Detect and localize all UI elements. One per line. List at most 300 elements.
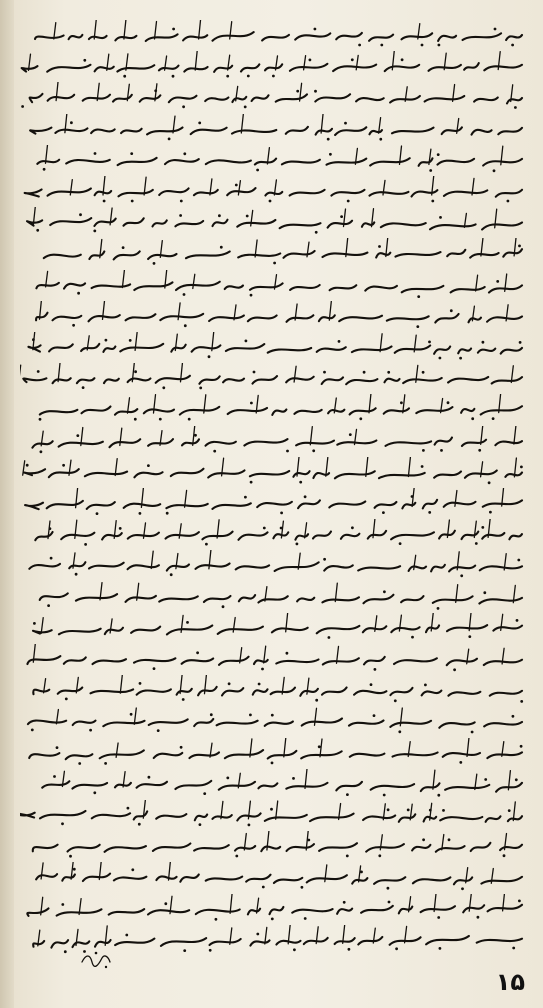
ink-dot (250, 402, 253, 405)
ink-dot (309, 59, 312, 62)
ink-stroke (66, 160, 110, 164)
ink-dot (382, 511, 385, 514)
ink-dot (442, 809, 445, 812)
ink-stroke (444, 502, 476, 507)
ink-stroke (392, 127, 434, 133)
ink-stroke (402, 503, 415, 509)
ink-dot (134, 418, 137, 421)
ink-ascender (54, 23, 56, 39)
ink-stroke (124, 218, 144, 225)
ink-stroke (93, 659, 127, 664)
ink-stroke (156, 376, 190, 383)
ink-dot (280, 512, 283, 515)
ink-stroke (55, 128, 87, 132)
ink-dot (304, 917, 307, 920)
ink-stroke (385, 379, 400, 383)
ink-stroke (327, 158, 367, 164)
ink-stroke (91, 129, 115, 133)
ink-stroke (36, 874, 57, 879)
ink-stroke (352, 878, 367, 884)
ink-dot (147, 464, 150, 467)
ink-stroke (59, 628, 101, 634)
page-binding-edge (0, 0, 14, 1008)
ink-stroke (322, 688, 347, 695)
ink-stroke (315, 95, 350, 102)
ink-stroke (495, 441, 522, 445)
ink-stroke (40, 811, 86, 818)
ink-stroke (426, 936, 469, 944)
ink-stroke (29, 564, 60, 569)
ink-stroke (310, 814, 354, 822)
ink-dot (280, 527, 283, 530)
ink-stroke (268, 348, 312, 353)
ink-dot (519, 341, 522, 344)
ink-stroke (421, 906, 455, 912)
ink-stroke (20, 813, 35, 818)
ink-dot (205, 543, 208, 546)
ink-dot (131, 200, 134, 203)
ink-dot (273, 262, 276, 265)
ink-stroke (386, 441, 432, 446)
ink-dot (459, 761, 462, 764)
ink-dot (299, 480, 302, 483)
ink-dot (315, 231, 318, 234)
ink-stroke (159, 66, 179, 71)
ink-stroke (349, 721, 384, 726)
ink-stroke (481, 877, 522, 884)
ink-stroke (448, 692, 480, 696)
ink-dot (314, 28, 317, 31)
ink-stroke (83, 874, 110, 881)
ink-stroke (287, 844, 315, 851)
ink-dot (213, 449, 216, 452)
ink-stroke (399, 814, 416, 822)
ink-stroke (219, 657, 249, 665)
ink-stroke (149, 720, 188, 726)
ink-stroke (134, 658, 175, 662)
ink-stroke (44, 255, 81, 258)
ink-dot (78, 762, 81, 765)
ink-dot (122, 247, 125, 250)
ink-dot (47, 604, 50, 607)
ink-stroke (486, 816, 501, 822)
ink-dot (512, 946, 515, 949)
ink-dot (258, 683, 261, 686)
ink-stroke (313, 473, 329, 478)
ink-ascender (120, 675, 122, 693)
manuscript-line (20, 519, 528, 549)
ink-dot (292, 777, 295, 780)
ink-stroke (371, 784, 414, 790)
ink-stroke (104, 379, 119, 383)
ink-dot (471, 418, 474, 421)
ink-stroke (73, 941, 90, 947)
ink-dot (400, 402, 403, 405)
ink-dot (105, 339, 108, 342)
ink-dot (448, 839, 451, 842)
ink-dot (73, 868, 76, 871)
ink-dot (520, 465, 523, 468)
ink-stroke (239, 533, 268, 540)
ink-stroke (484, 65, 522, 71)
ink-dot (261, 668, 264, 671)
ink-dot (378, 855, 381, 858)
ink-stroke (481, 407, 522, 415)
ink-stroke (434, 471, 461, 477)
ink-dot (296, 90, 299, 93)
ink-stroke (317, 626, 360, 633)
ink-stroke (300, 689, 318, 696)
ink-dot (488, 481, 491, 484)
ink-stroke (134, 282, 172, 290)
ink-stroke (103, 721, 144, 726)
ink-stroke (25, 503, 43, 510)
ink-stroke (27, 656, 60, 664)
ink-stroke (92, 813, 130, 818)
ink-dot (162, 387, 165, 390)
ink-stroke (430, 225, 476, 230)
ink-stroke (488, 904, 522, 911)
ink-ascender (386, 238, 388, 257)
ink-stroke (68, 845, 100, 852)
manuscript-line (20, 426, 528, 456)
ink-stroke (298, 500, 320, 508)
ink-stroke (182, 439, 199, 445)
ink-stroke (206, 160, 251, 164)
manuscript-line (20, 301, 528, 331)
ink-dot (56, 746, 59, 749)
ink-stroke (166, 532, 199, 539)
ink-stroke (161, 938, 206, 946)
ink-stroke (375, 502, 397, 508)
ink-dot (262, 886, 265, 889)
ink-stroke (262, 35, 289, 41)
ink-stroke (196, 564, 230, 569)
ink-stroke (72, 783, 107, 789)
ink-ascender (315, 709, 317, 726)
ink-stroke (226, 344, 264, 351)
manuscript-line (20, 207, 528, 237)
ink-stroke (509, 534, 522, 539)
ink-stroke (290, 285, 320, 290)
ink-stroke (48, 95, 75, 101)
ink-dot (180, 745, 183, 748)
ink-stroke (23, 378, 46, 382)
ink-stroke (146, 34, 178, 41)
ink-stroke (228, 408, 267, 414)
ink-stroke (335, 471, 375, 478)
ink-dot (383, 590, 386, 593)
ink-stroke (368, 531, 386, 539)
ink-stroke (89, 563, 124, 569)
ink-dot (49, 527, 52, 530)
ink-dot (270, 808, 273, 811)
ink-stroke (412, 190, 438, 196)
ink-stroke (478, 349, 495, 353)
ink-dot (507, 200, 510, 203)
ink-stroke (270, 907, 284, 914)
ink-stroke (77, 378, 95, 383)
ink-stroke (51, 940, 68, 948)
ink-stroke (290, 64, 328, 71)
ink-stroke (40, 410, 78, 415)
ink-dot (518, 899, 521, 902)
ink-stroke (237, 220, 275, 227)
ink-dot (72, 324, 75, 327)
ink-dot (286, 652, 289, 655)
ink-stroke (487, 752, 522, 758)
ink-stroke (137, 690, 171, 695)
ink-dot (411, 495, 414, 498)
ink-dot (244, 496, 247, 499)
ink-stroke (293, 471, 309, 477)
ink-dot (518, 245, 521, 248)
ink-ascender (122, 270, 124, 288)
ink-dot (360, 871, 363, 874)
ink-stroke (58, 688, 83, 694)
ink-stroke (435, 314, 458, 323)
ink-dot (222, 605, 225, 608)
manuscript-line (20, 738, 528, 768)
ink-stroke (28, 721, 66, 725)
ink-stroke (175, 781, 211, 789)
ink-stroke (469, 317, 482, 322)
manuscript-line (20, 270, 528, 300)
ink-stroke (435, 437, 452, 444)
ink-dot (314, 90, 317, 93)
ink-stroke (419, 158, 433, 166)
ink-stroke (246, 875, 270, 882)
ink-dot (437, 916, 440, 919)
ink-stroke (370, 158, 410, 165)
ink-dot (374, 668, 377, 671)
ink-stroke (379, 473, 425, 478)
ink-stroke (447, 659, 477, 666)
ink-dot (351, 59, 354, 62)
ink-stroke (358, 567, 400, 571)
ink-dot (323, 558, 326, 561)
ink-stroke (493, 625, 522, 630)
ink-stroke (82, 407, 111, 414)
ink-dot (61, 903, 64, 906)
ink-stroke (186, 252, 230, 259)
ink-dot (347, 200, 350, 203)
ink-dot (327, 137, 330, 140)
ink-stroke (89, 252, 104, 260)
ink-dot (520, 700, 523, 703)
manuscript-line (20, 706, 528, 736)
ink-stroke (387, 316, 429, 320)
ink-dot (380, 44, 383, 47)
ink-dot (271, 761, 274, 764)
ink-dot (164, 902, 167, 905)
ink-stroke (171, 345, 185, 352)
ink-stroke (369, 35, 393, 41)
ink-ascender (124, 20, 126, 39)
ink-stroke (105, 627, 123, 633)
ink-dot (370, 683, 373, 686)
ink-stroke (189, 752, 219, 758)
manuscript-line (20, 800, 528, 830)
ink-stroke (336, 782, 362, 791)
ink-stroke (436, 846, 465, 852)
ink-dot (198, 121, 201, 124)
ink-dot (318, 745, 321, 748)
ink-dot (428, 341, 431, 344)
ink-stroke (471, 843, 491, 851)
ink-dot (437, 794, 440, 797)
ink-stroke (250, 471, 289, 476)
ink-dot (517, 559, 520, 562)
ink-dot (461, 888, 464, 891)
ink-stroke (296, 440, 334, 445)
ink-dot (194, 433, 197, 436)
ink-dot (103, 200, 106, 203)
ink-dot (62, 464, 65, 467)
ink-stroke (364, 657, 385, 665)
ink-stroke (422, 691, 442, 696)
ink-stroke (115, 36, 136, 41)
ink-dot (172, 28, 175, 31)
ink-dot (186, 621, 189, 624)
ink-stroke (331, 190, 364, 196)
ink-dot (36, 229, 39, 232)
ink-stroke (505, 472, 522, 476)
ink-stroke (337, 440, 376, 444)
manuscript-line (20, 644, 528, 674)
ink-dot (503, 854, 506, 857)
ink-stroke (339, 315, 382, 321)
manuscript-line (20, 394, 528, 424)
ink-stroke (212, 815, 231, 819)
ink-stroke (275, 563, 319, 572)
ink-stroke (370, 192, 409, 196)
ink-stroke (238, 254, 280, 258)
ink-dot (203, 792, 206, 795)
ink-dot (481, 526, 484, 529)
ink-stroke (194, 845, 229, 851)
ink-stroke (280, 223, 321, 228)
ink-dot (416, 325, 419, 328)
ink-stroke (361, 905, 393, 912)
ink-dot (31, 729, 34, 732)
ink-dot (208, 355, 211, 358)
ink-stroke (165, 159, 199, 164)
ink-stroke (117, 65, 154, 71)
ink-stroke (403, 378, 442, 383)
ink-dot (439, 947, 442, 950)
ink-stroke (319, 843, 357, 851)
ink-dot (437, 153, 440, 156)
ink-dot (378, 245, 381, 248)
ink-stroke (118, 158, 157, 165)
ink-stroke (252, 96, 269, 102)
ink-stroke (27, 908, 48, 916)
ink-stroke (437, 159, 474, 165)
ink-stroke (255, 158, 276, 164)
ink-stroke (102, 533, 122, 539)
ink-stroke (213, 32, 254, 41)
ink-stroke (458, 349, 471, 354)
ink-stroke (194, 190, 218, 195)
ink-stroke (330, 285, 357, 290)
ink-stroke (218, 626, 263, 633)
ink-stroke (47, 501, 83, 508)
ink-stroke (40, 593, 68, 600)
ink-dot (346, 793, 349, 796)
ink-dot (387, 887, 390, 890)
ink-stroke (445, 785, 489, 790)
ink-dot (33, 622, 36, 625)
ink-ascender (408, 457, 410, 476)
ink-dot (131, 869, 134, 872)
ink-dot (21, 105, 24, 108)
ink-stroke (443, 753, 480, 757)
ink-dot (516, 619, 519, 622)
ink-dot (411, 635, 414, 638)
ink-stroke (329, 502, 365, 508)
manuscript-line (20, 582, 528, 612)
ink-dot (123, 75, 126, 78)
ink-stroke (49, 344, 73, 351)
ink-stroke (257, 502, 292, 507)
ink-stroke (265, 64, 282, 70)
ink-stroke (89, 36, 107, 39)
ink-dot (271, 714, 274, 717)
ink-stroke (167, 565, 189, 571)
manuscript-line (20, 145, 528, 175)
ink-ascender (514, 426, 516, 444)
ink-stroke (239, 595, 255, 601)
ink-stroke (36, 282, 59, 288)
ink-stroke (433, 596, 473, 603)
ink-stroke (219, 782, 255, 790)
ink-stroke (317, 347, 346, 352)
ink-dot (96, 512, 99, 515)
ink-ascender (199, 20, 201, 39)
ink-stroke (232, 130, 276, 134)
ink-stroke (166, 504, 207, 508)
manuscript-line (20, 20, 528, 50)
ink-stroke (206, 877, 243, 881)
ink-ascender (41, 617, 43, 633)
ink-dot (387, 808, 390, 811)
ink-dot (40, 450, 43, 453)
ink-stroke (286, 126, 308, 133)
manuscript-line (20, 51, 528, 81)
ink-stroke (87, 502, 115, 509)
ink-dot (70, 121, 73, 124)
ink-dot (439, 216, 442, 219)
ink-dot (226, 75, 229, 78)
ink-stroke (119, 190, 153, 196)
ink-dot (82, 386, 85, 389)
ink-dot (496, 280, 499, 283)
ink-stroke (365, 285, 397, 290)
manuscript-line (20, 675, 528, 705)
ink-stroke (393, 752, 438, 756)
ink-stroke (148, 254, 176, 259)
ink-stroke (449, 566, 475, 572)
ink-ascender (195, 51, 197, 70)
ink-stroke (191, 127, 227, 133)
ink-dot (179, 214, 182, 217)
ink-dot (153, 262, 156, 265)
ink-dot (483, 591, 486, 594)
ink-stroke (30, 127, 51, 133)
ink-dot (215, 917, 218, 920)
ink-stroke (73, 721, 96, 725)
